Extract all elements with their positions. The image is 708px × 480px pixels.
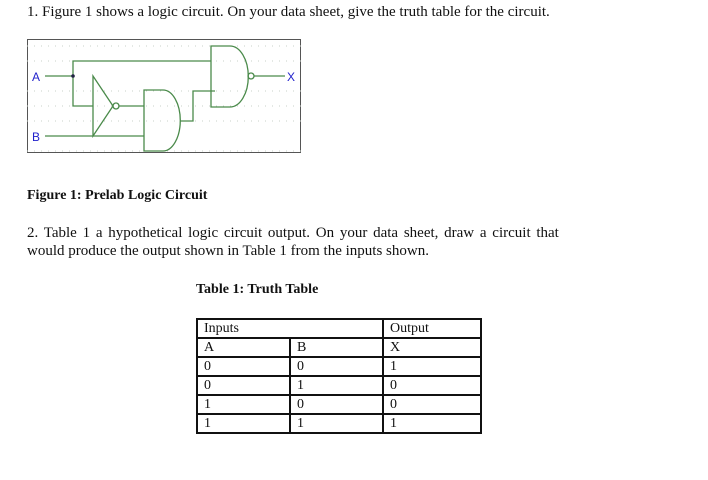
- header-a: A: [197, 338, 290, 357]
- logic-circuit-figure: [27, 39, 301, 153]
- cell: 1: [290, 376, 383, 395]
- figure-caption: Figure 1: Prelab Logic Circuit: [27, 188, 208, 203]
- cell: 0: [383, 395, 481, 414]
- cell: 1: [383, 357, 481, 376]
- question-2-line-1: 2. Table 1 a hypothetical logic circuit output. On your data sheet, draw a circuit that: [27, 225, 559, 241]
- header-b: B: [290, 338, 383, 357]
- cell: 1: [197, 395, 290, 414]
- wire-a: [45, 61, 211, 106]
- truth-table: [196, 318, 482, 434]
- cell: 0: [290, 395, 383, 414]
- cell: 0: [383, 376, 481, 395]
- input-b-label: B: [32, 130, 41, 144]
- cell: 0: [290, 357, 383, 376]
- table-row: [197, 376, 481, 395]
- not-gate: [93, 76, 113, 136]
- cell: 0: [197, 357, 290, 376]
- output-header: Output: [383, 319, 481, 338]
- question-2-line-2: would produce the output shown in Table 1 from the inputs shown.: [27, 243, 429, 259]
- table-title: Table 1: Truth Table: [196, 282, 319, 297]
- cell: 1: [383, 414, 481, 433]
- table-header-row: [197, 338, 481, 357]
- table-row: [197, 357, 481, 376]
- nand-gate: [211, 46, 248, 107]
- output-x-label: X: [287, 70, 296, 84]
- question-1: 1. Figure 1 shows a logic circuit. On your data sheet, give the truth table for the circuit.: [27, 4, 550, 20]
- cell: 1: [290, 414, 383, 433]
- table-group-row: [197, 319, 481, 338]
- inputs-header: Inputs: [197, 319, 383, 338]
- table-row: [197, 414, 481, 433]
- cell: 0: [197, 376, 290, 395]
- table-row: [197, 395, 481, 414]
- header-x: X: [383, 338, 481, 357]
- input-a-label: A: [32, 70, 41, 84]
- cell: 1: [197, 414, 290, 433]
